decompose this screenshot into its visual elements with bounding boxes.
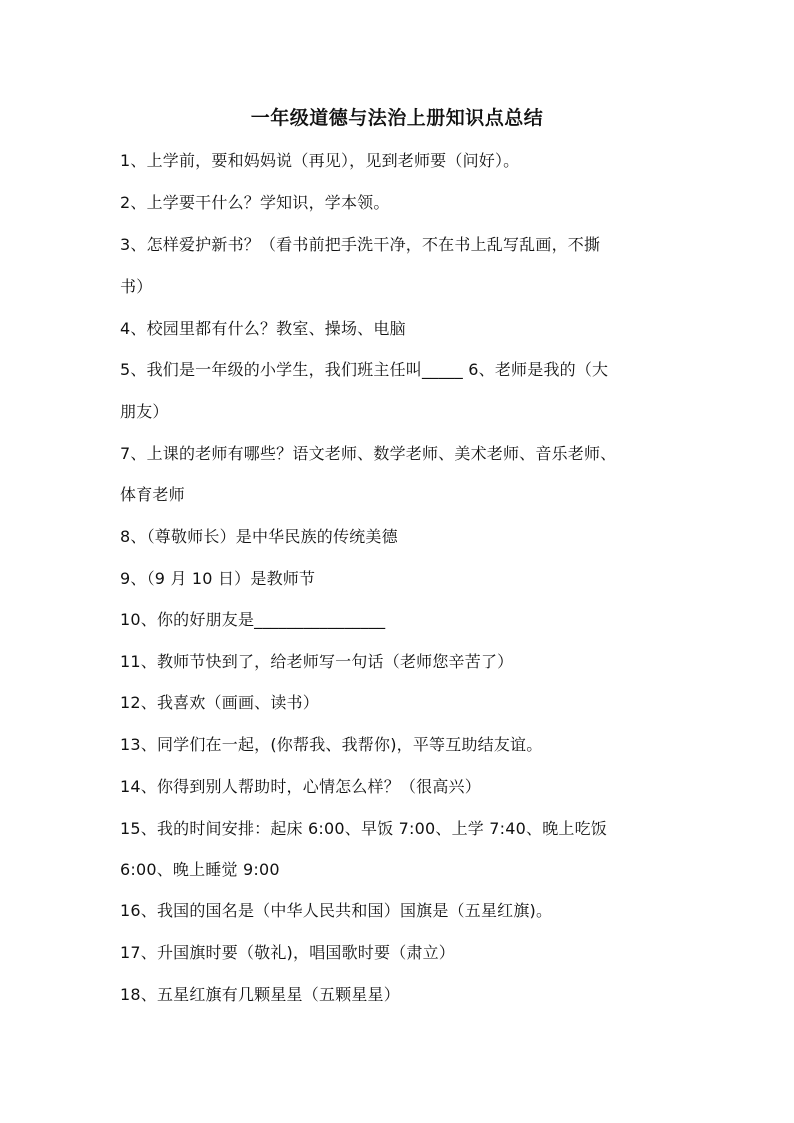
text-line: 17、升国旗时要（敬礼)，唱国歌时要（肃立） — [120, 943, 456, 962]
text-line: 9、（9 月 10 日）是教师节 — [120, 569, 316, 588]
text-line: 16、我国的国名是（中华人民共和国）国旗是（五星红旗)。 — [120, 901, 553, 920]
text-line: 14、你得到别人帮助时，心情怎么样？（很高兴） — [120, 777, 481, 796]
text-line: 体育老师 — [120, 485, 185, 504]
text-line: 1、上学前，要和妈妈说（再见），见到老师要（问好）。 — [120, 151, 520, 170]
text-line: 12、我喜欢（画画、读书） — [120, 693, 319, 712]
text-line: 朋友） — [120, 402, 169, 421]
text-line: 15、我的时间安排：起床 6:00、早饭 7:00、上学 7:40、晚上吃饭 — [120, 819, 608, 838]
text-line: 18、五星红旗有几颗星星（五颗星星） — [120, 985, 400, 1004]
text-line: 5、我们是一年级的小学生，我们班主任叫_____ 6、老师是我的（大 — [120, 360, 609, 379]
text-line: 8、（尊敬师长）是中华民族的传统美德 — [120, 527, 398, 546]
text-line: 4、校园里都有什么？教室、操场、电脑 — [120, 319, 406, 338]
text-line: 3、怎样爱护新书？（看书前把手洗干净，不在书上乱写乱画，不撕 — [120, 235, 601, 254]
text-line: 书） — [120, 277, 153, 296]
text-line: 7、上课的老师有哪些？语文老师、数学老师、美术老师、音乐老师、 — [120, 444, 617, 463]
text-line: 13、同学们在一起，(你帮我、我帮你)，平等互助结友谊。 — [120, 735, 543, 754]
document-title: 一年级道德与法治上册知识点总结 — [250, 107, 544, 129]
text-line: 6:00、晚上睡觉 9:00 — [120, 860, 280, 879]
text-line: 10、你的好朋友是________________ — [120, 610, 386, 629]
text-line: 2、上学要干什么？学知识，学本领。 — [120, 193, 390, 212]
text-line: 11、教师节快到了，给老师写一句话（老师您辛苦了） — [120, 652, 514, 671]
